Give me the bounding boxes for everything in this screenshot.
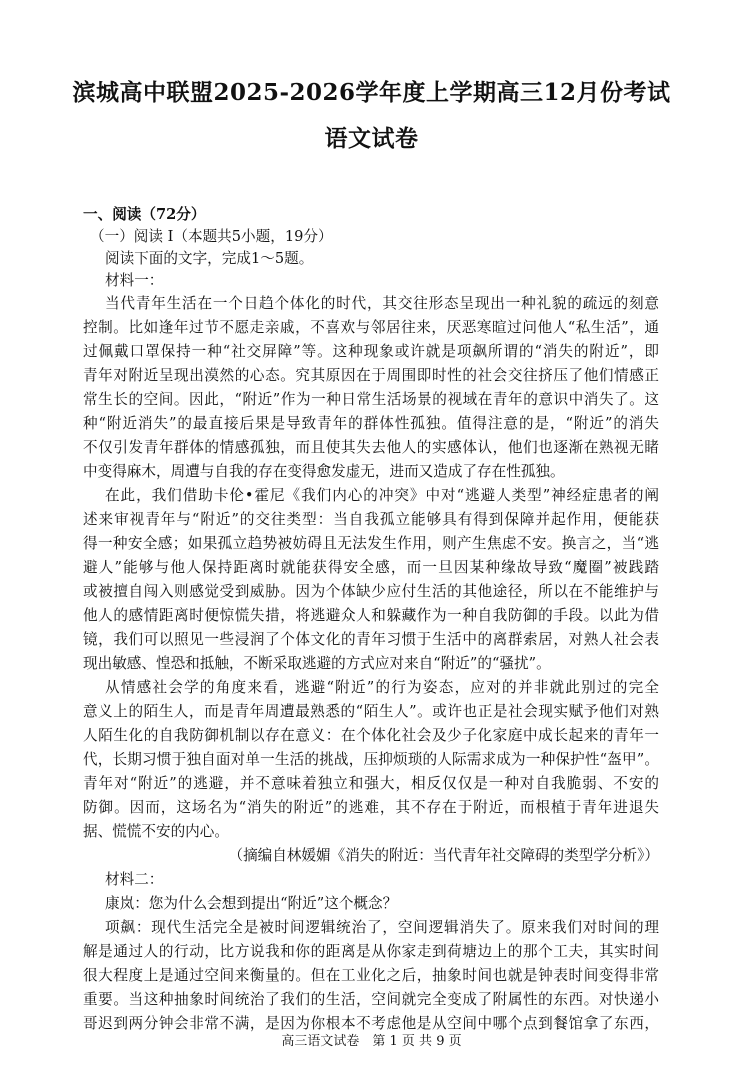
text-line: 中变得麻木，周遭与自我的存在变得愈发虚无，进而又造成了存在性孤独。 — [83, 463, 565, 480]
text-line: 防御。因而，这场名为“消失的附近”的逃难，其不存在于附近，而根植于青年进退失 — [83, 799, 659, 816]
text-line: 青年对附近呈现出漠然的心态。究其原因在于周围即时性的社会交往挤压了他们情感正 — [83, 367, 659, 384]
text-line: 材料一： — [105, 272, 164, 289]
exam-title: 滨城高中联盟2025-2026学年度上学期高三12月份考试 — [72, 79, 671, 106]
text-line: 在此，我们借助卡伦•霍尼《我们内心的冲突》中对“逃避人类型”神经症患者的阐 — [105, 487, 659, 504]
text-line: 很大程度上是通过空间来衡量的。但在工业化之后，抽象时间也就是钟表时间变得非常 — [83, 967, 659, 984]
text-line: 据、慌慌不安的内心。 — [83, 823, 229, 840]
text-line: 解是通过人的行动，比方说我和你的距离是从你家走到荷塘边上的那个工夫，其实时间 — [83, 943, 659, 960]
text-line: 代，长期习惯于独自面对单一生活的挑战，压抑烦琐的人际需求成为一种保护性“盔甲”。 — [83, 751, 659, 768]
text-line: 他人的感情距离时便惊慌失措，将逃避众人和躲藏作为一种自我防御的手段。以此为借 — [83, 607, 659, 624]
text-line: 镜，我们可以照见一些浸润了个体文化的青年习惯于生活中的离群索居，对熟人社会表 — [83, 631, 659, 648]
text-line: 或被擅自闯入则感觉受到威胁。因为个体缺少应付生活的其他途径，所以在不能维护与 — [83, 583, 659, 600]
text-line: 现出敏感、惶恐和抵触，不断采取逃避的方式应对来自“附近”的“骚扰”。 — [83, 655, 551, 672]
text-line: 康岚：您为什么会想到提出“附近”这个概念？ — [105, 895, 398, 912]
text-line: （一）阅读 I（本题共5小题，19分） — [90, 228, 333, 245]
text-line: 意义上的陌生人，而是青年周遭最熟悉的“陌生人”。或许也正是社会现实赋予他们对熟 — [83, 703, 659, 720]
text-line: 从情感社会学的角度来看，逃避“附近”的行为姿态，应对的并非就此别过的完全 — [105, 679, 659, 696]
text-line: 阅读下面的文字，完成1～5题。 — [105, 250, 314, 267]
text-line: 种“附近消失”的最直接后果是导致青年的群体性孤独。值得注意的是，“附近”的消失 — [83, 415, 659, 432]
text-line: 过佩戴口罩保持一种“社交屏障”等。这种现象或许就是项飙所谓的“消失的附近”，即 — [83, 343, 659, 360]
exam-subtitle: 语文试卷 — [324, 125, 419, 152]
text-line: 青年对“附近”的逃避，并不意味着独立和强大，相反仅仅是一种对自我脆弱、不安的 — [83, 775, 659, 792]
text-line: 常生长的空间。因此，“附近”作为一种日常生活场景的视域在青年的意识中消失了。这 — [83, 391, 659, 408]
text-line: 避人”能够与他人保持距离时就能获得安全感，而一旦因某种缘故导致“魔圈”被践踏 — [83, 559, 659, 576]
text-line: 人陌生化的自我防御机制以存在意义：在个体化社会及少子化家庭中成长起来的青年一 — [83, 727, 659, 744]
text-line: 得一种安全感；如果孤立趋势被妨碍且无法发生作用，则产生焦虑不安。换言之，当“逃 — [83, 535, 659, 552]
text-line: 控制。比如逢年过节不愿走亲戚，不喜欢与邻居往来，厌恶寒暄过问他人“私生活”，通 — [83, 319, 659, 336]
text-line: 述来审视青年与“附近”的交往类型：当自我孤立能够具有得到保障并起作用，便能获 — [83, 511, 659, 528]
page-footer: 高三语文试卷 第 1 页 共 9 页 — [281, 1034, 462, 1049]
text-line: 重要。当这种抽象时间统治了我们的生活，空间就完全变成了附属性的东西。对快递小 — [83, 991, 659, 1008]
text-line: 当代青年生活在一个日趋个体化的时代，其交往形态呈现出一种礼貌的疏远的刻意 — [105, 295, 659, 312]
text-line: （摘编自林媛媚《消失的附近：当代青年社交障碍的类型学分析》） — [228, 847, 659, 864]
text-line: 一、阅读（72分） — [83, 206, 206, 223]
text-line: 项飙：现代生活完全是被时间逻辑统治了，空间逻辑消失了。原来我们对时间的理 — [105, 919, 659, 936]
text-line: 不仅引发青年群体的情感孤独，而且使其失去他人的实感体认，他们也逐渐在熟视无睹 — [83, 439, 659, 456]
text-line: 材料二： — [105, 871, 164, 888]
text-line: 哥迟到两分钟会非常不满，是因为你根本不考虑他是从空间中哪个点到餐馆拿了东西， — [83, 1015, 659, 1032]
